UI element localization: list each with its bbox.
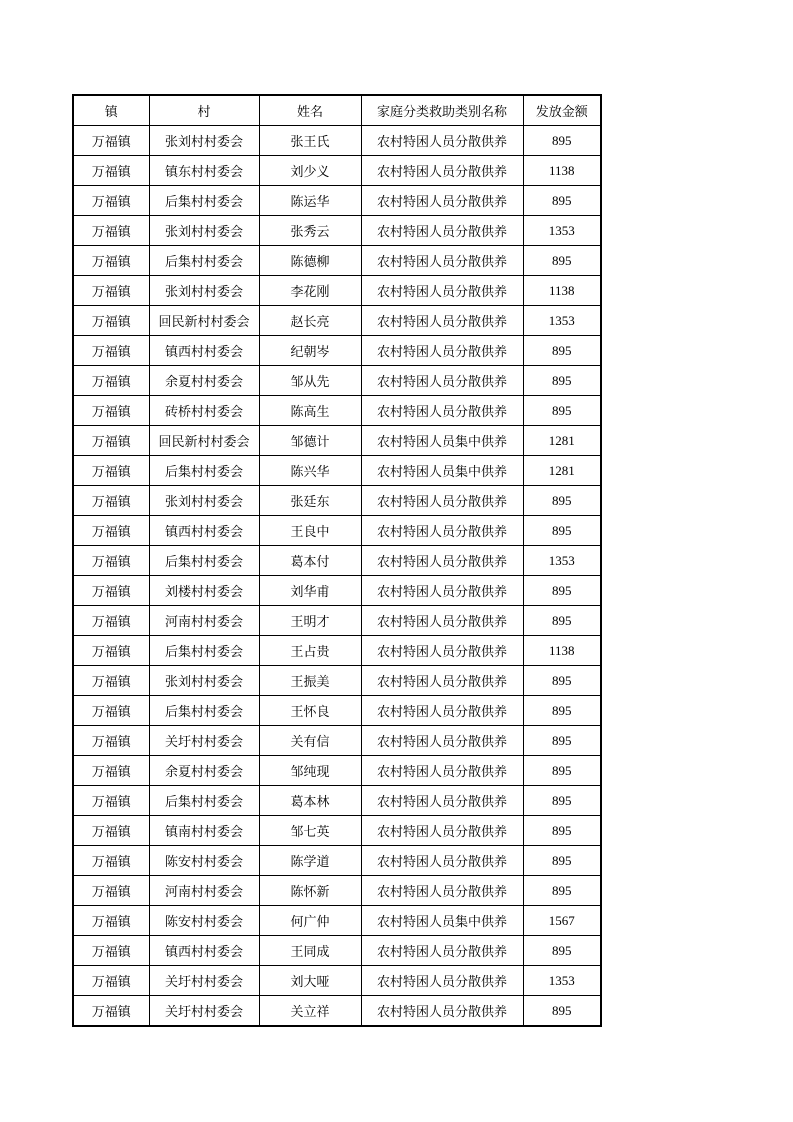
cell-village: 陈安村村委会: [149, 906, 259, 936]
cell-category: 农村特困人员分散供养: [361, 396, 523, 426]
cell-town: 万福镇: [73, 636, 149, 666]
cell-name: 赵长亮: [259, 306, 361, 336]
cell-name: 陈学道: [259, 846, 361, 876]
cell-amount: 895: [523, 516, 601, 546]
cell-name: 葛本林: [259, 786, 361, 816]
table-row: [73, 516, 601, 546]
cell-village: 后集村村委会: [149, 456, 259, 486]
cell-village: 后集村村委会: [149, 246, 259, 276]
table-row: [73, 786, 601, 816]
cell-name: 张廷东: [259, 486, 361, 516]
cell-village: 关圩村村委会: [149, 726, 259, 756]
cell-village: 张刘村村委会: [149, 486, 259, 516]
cell-village: 镇东村村委会: [149, 156, 259, 186]
cell-amount: 895: [523, 876, 601, 906]
cell-town: 万福镇: [73, 546, 149, 576]
cell-category: 农村特困人员分散供养: [361, 306, 523, 336]
cell-town: 万福镇: [73, 426, 149, 456]
table-row: [73, 606, 601, 636]
table-row: [73, 966, 601, 996]
cell-amount: 895: [523, 366, 601, 396]
cell-amount: 895: [523, 936, 601, 966]
cell-category: 农村特困人员分散供养: [361, 996, 523, 1027]
table-row: [73, 486, 601, 516]
cell-village: 陈安村村委会: [149, 846, 259, 876]
cell-town: 万福镇: [73, 726, 149, 756]
cell-name: 刘华甫: [259, 576, 361, 606]
cell-category: 农村特困人员集中供养: [361, 426, 523, 456]
cell-town: 万福镇: [73, 756, 149, 786]
cell-amount: 895: [523, 786, 601, 816]
cell-category: 农村特困人员分散供养: [361, 516, 523, 546]
cell-town: 万福镇: [73, 966, 149, 996]
cell-amount: 895: [523, 126, 601, 156]
cell-category: 农村特困人员分散供养: [361, 546, 523, 576]
cell-town: 万福镇: [73, 366, 149, 396]
cell-town: 万福镇: [73, 156, 149, 186]
cell-category: 农村特困人员分散供养: [361, 816, 523, 846]
cell-amount: 1281: [523, 456, 601, 486]
table-row: [73, 696, 601, 726]
cell-name: 关有信: [259, 726, 361, 756]
table-header: [73, 95, 601, 126]
cell-amount: 895: [523, 606, 601, 636]
cell-village: 镇南村村委会: [149, 816, 259, 846]
cell-town: 万福镇: [73, 606, 149, 636]
table-row: [73, 336, 601, 366]
cell-amount: 895: [523, 576, 601, 606]
cell-village: 河南村村委会: [149, 606, 259, 636]
cell-amount: 895: [523, 246, 601, 276]
cell-amount: 895: [523, 396, 601, 426]
cell-village: 后集村村委会: [149, 696, 259, 726]
table-row: [73, 576, 601, 606]
cell-village: 余夏村村委会: [149, 366, 259, 396]
cell-category: 农村特困人员集中供养: [361, 906, 523, 936]
cell-category: 农村特困人员分散供养: [361, 246, 523, 276]
cell-town: 万福镇: [73, 666, 149, 696]
cell-amount: 895: [523, 186, 601, 216]
cell-village: 后集村村委会: [149, 186, 259, 216]
cell-name: 陈怀新: [259, 876, 361, 906]
table-row: [73, 126, 601, 156]
header-category: 家庭分类救助类别名称: [361, 95, 523, 126]
cell-town: 万福镇: [73, 876, 149, 906]
cell-town: 万福镇: [73, 786, 149, 816]
header-name: 姓名: [259, 95, 361, 126]
cell-category: 农村特困人员分散供养: [361, 366, 523, 396]
cell-town: 万福镇: [73, 486, 149, 516]
cell-amount: 895: [523, 996, 601, 1027]
cell-amount: 1353: [523, 966, 601, 996]
cell-town: 万福镇: [73, 336, 149, 366]
cell-town: 万福镇: [73, 816, 149, 846]
cell-amount: 1567: [523, 906, 601, 936]
cell-category: 农村特困人员分散供养: [361, 216, 523, 246]
cell-category: 农村特困人员分散供养: [361, 846, 523, 876]
cell-category: 农村特困人员分散供养: [361, 696, 523, 726]
cell-category: 农村特困人员分散供养: [361, 156, 523, 186]
cell-category: 农村特困人员分散供养: [361, 606, 523, 636]
cell-category: 农村特困人员分散供养: [361, 726, 523, 756]
cell-name: 刘少义: [259, 156, 361, 186]
table-row: [73, 246, 601, 276]
cell-town: 万福镇: [73, 306, 149, 336]
table-row: [73, 366, 601, 396]
cell-category: 农村特困人员分散供养: [361, 576, 523, 606]
table-row: [73, 306, 601, 336]
cell-village: 关圩村村委会: [149, 996, 259, 1027]
cell-amount: 1138: [523, 276, 601, 306]
cell-category: 农村特困人员分散供养: [361, 936, 523, 966]
cell-village: 镇西村村委会: [149, 336, 259, 366]
table-row: [73, 186, 601, 216]
cell-name: 陈德柳: [259, 246, 361, 276]
table-row: [73, 936, 601, 966]
cell-category: 农村特困人员分散供养: [361, 876, 523, 906]
cell-name: 李花刚: [259, 276, 361, 306]
cell-amount: 895: [523, 726, 601, 756]
table-row: [73, 846, 601, 876]
cell-town: 万福镇: [73, 216, 149, 246]
cell-category: 农村特困人员分散供养: [361, 966, 523, 996]
cell-town: 万福镇: [73, 696, 149, 726]
cell-village: 余夏村村委会: [149, 756, 259, 786]
cell-category: 农村特困人员分散供养: [361, 786, 523, 816]
cell-amount: 895: [523, 816, 601, 846]
cell-name: 陈运华: [259, 186, 361, 216]
cell-town: 万福镇: [73, 456, 149, 486]
table-row: [73, 456, 601, 486]
header-row: [73, 95, 601, 126]
cell-name: 王明才: [259, 606, 361, 636]
relief-roster-table: [72, 94, 602, 1027]
cell-name: 刘大哑: [259, 966, 361, 996]
cell-village: 回民新村村委会: [149, 306, 259, 336]
cell-category: 农村特困人员分散供养: [361, 636, 523, 666]
cell-name: 王占贵: [259, 636, 361, 666]
cell-category: 农村特困人员分散供养: [361, 126, 523, 156]
cell-name: 邹德计: [259, 426, 361, 456]
cell-village: 关圩村村委会: [149, 966, 259, 996]
cell-amount: 1281: [523, 426, 601, 456]
header-town: 镇: [73, 95, 149, 126]
cell-village: 砖桥村村委会: [149, 396, 259, 426]
table-row: [73, 636, 601, 666]
cell-town: 万福镇: [73, 936, 149, 966]
cell-amount: 895: [523, 846, 601, 876]
cell-village: 张刘村村委会: [149, 126, 259, 156]
table-row: [73, 276, 601, 306]
cell-amount: 895: [523, 696, 601, 726]
cell-town: 万福镇: [73, 246, 149, 276]
cell-category: 农村特困人员分散供养: [361, 666, 523, 696]
cell-name: 邹七英: [259, 816, 361, 846]
cell-name: 王振美: [259, 666, 361, 696]
cell-village: 张刘村村委会: [149, 216, 259, 246]
cell-name: 王良中: [259, 516, 361, 546]
cell-amount: 1353: [523, 216, 601, 246]
cell-category: 农村特困人员分散供养: [361, 756, 523, 786]
cell-name: 葛本付: [259, 546, 361, 576]
table-body: [73, 126, 601, 1027]
cell-amount: 895: [523, 666, 601, 696]
cell-category: 农村特困人员分散供养: [361, 186, 523, 216]
cell-village: 回民新村村委会: [149, 426, 259, 456]
cell-town: 万福镇: [73, 906, 149, 936]
cell-amount: 895: [523, 336, 601, 366]
header-amount: 发放金额: [523, 95, 601, 126]
cell-amount: 1353: [523, 306, 601, 336]
cell-name: 张秀云: [259, 216, 361, 246]
cell-category: 农村特困人员集中供养: [361, 456, 523, 486]
table-row: [73, 906, 601, 936]
cell-town: 万福镇: [73, 186, 149, 216]
cell-village: 镇西村村委会: [149, 516, 259, 546]
cell-name: 邹纯现: [259, 756, 361, 786]
cell-village: 后集村村委会: [149, 786, 259, 816]
table-row: [73, 756, 601, 786]
cell-town: 万福镇: [73, 516, 149, 546]
table-row: [73, 426, 601, 456]
cell-category: 农村特困人员分散供养: [361, 276, 523, 306]
cell-name: 关立祥: [259, 996, 361, 1027]
cell-category: 农村特困人员分散供养: [361, 336, 523, 366]
table-row: [73, 546, 601, 576]
cell-amount: 1138: [523, 636, 601, 666]
cell-town: 万福镇: [73, 126, 149, 156]
table-row: [73, 216, 601, 246]
cell-town: 万福镇: [73, 846, 149, 876]
cell-name: 王同成: [259, 936, 361, 966]
cell-town: 万福镇: [73, 396, 149, 426]
cell-town: 万福镇: [73, 576, 149, 606]
cell-name: 陈高生: [259, 396, 361, 426]
cell-name: 纪朝岑: [259, 336, 361, 366]
cell-town: 万福镇: [73, 996, 149, 1027]
cell-amount: 895: [523, 756, 601, 786]
cell-name: 陈兴华: [259, 456, 361, 486]
table-row: [73, 816, 601, 846]
cell-village: 张刘村村委会: [149, 666, 259, 696]
cell-village: 河南村村委会: [149, 876, 259, 906]
cell-village: 后集村村委会: [149, 636, 259, 666]
table-row: [73, 876, 601, 906]
cell-name: 何广仲: [259, 906, 361, 936]
table-row: [73, 726, 601, 756]
cell-village: 刘楼村村委会: [149, 576, 259, 606]
cell-category: 农村特困人员分散供养: [361, 486, 523, 516]
cell-village: 后集村村委会: [149, 546, 259, 576]
table-row: [73, 666, 601, 696]
cell-name: 邹从先: [259, 366, 361, 396]
cell-amount: 895: [523, 486, 601, 516]
header-village: 村: [149, 95, 259, 126]
cell-town: 万福镇: [73, 276, 149, 306]
cell-amount: 1138: [523, 156, 601, 186]
cell-village: 张刘村村委会: [149, 276, 259, 306]
cell-amount: 1353: [523, 546, 601, 576]
cell-name: 王怀良: [259, 696, 361, 726]
table-row: [73, 996, 601, 1027]
cell-village: 镇西村村委会: [149, 936, 259, 966]
cell-name: 张王氏: [259, 126, 361, 156]
table-row: [73, 396, 601, 426]
table-row: [73, 156, 601, 186]
